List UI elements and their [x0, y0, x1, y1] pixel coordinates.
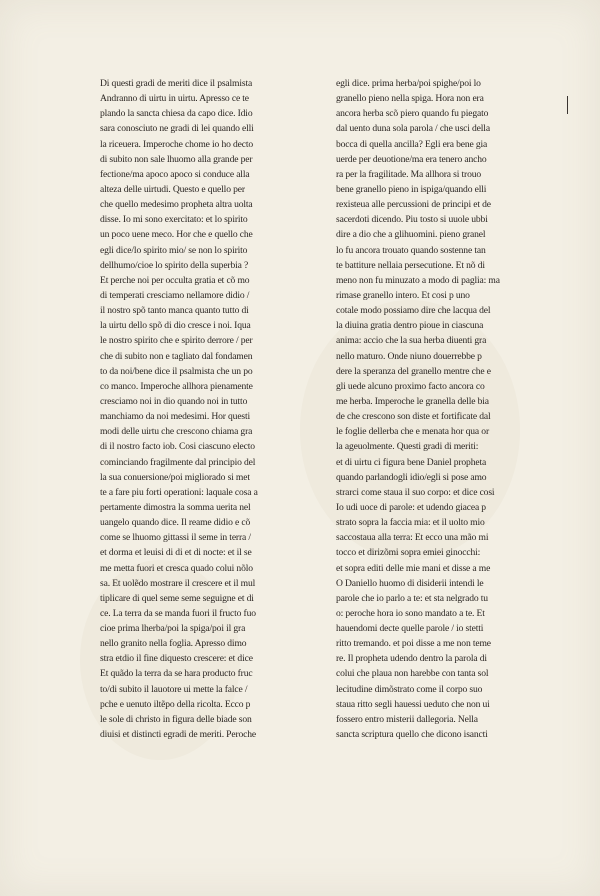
- text-line: pche e uenuto iltẽpo della ricolta. Ecco p: [100, 698, 251, 710]
- text-line: la ageuolmente. Questi gradi di meriti:: [336, 441, 479, 453]
- text-line: pertamente dimostra la somma uerita nel: [100, 501, 251, 513]
- text-line: bocca di quella ancilla? Egli era bene gia: [336, 138, 488, 150]
- text-line: che di subito non e tagliato dal fondamen: [100, 350, 253, 362]
- text-line: nello maturo. Onde niuno douerrebbe p: [336, 350, 482, 362]
- text-line: uangelo quando dice. Il reame didio e cõ: [100, 517, 251, 529]
- text-line: la riceuera. Imperoche chome io ho decto: [100, 138, 254, 150]
- text-line: disse. Io mi sono exercitato: et lo spirito: [100, 214, 248, 226]
- text-line: granello pieno nella spiga. Hora non era: [336, 93, 484, 105]
- text-line: me metta fuori et cresca quado colui nõlo: [100, 562, 253, 574]
- text-line: Io udi uoce di parole: et udendo giacea p: [336, 501, 486, 513]
- text-line: de che crescono son diste et fortificate dal: [336, 411, 491, 423]
- text-line: Andranno di uirtu in uirtu. Apresso ce te: [100, 93, 249, 105]
- text-line: et dorma et leuisi di di et di nocte: et il se: [100, 547, 252, 559]
- text-line: alteza delle uirtudi. Questo e quello per: [100, 183, 245, 195]
- text-line: le sole di christo in figura delle biade son: [100, 713, 252, 725]
- text-line: come se lhuomo gittassi il seme in terra /: [100, 532, 251, 544]
- text-line: colui che plaua non harebbe con tanta sol: [336, 668, 489, 680]
- text-line: lecitudine dimõstrato come il corpo suo: [336, 683, 483, 695]
- text-line: il nostro spõ tanto manca quanto tutto di: [100, 305, 249, 317]
- left-text-column: [100, 76, 318, 742]
- text-line: anima: accio che la sua herba diuenti gra: [336, 335, 487, 347]
- text-line: sa. Et uolẽdo mostrare il crescere et il mul: [100, 577, 256, 589]
- text-line: Et quãdo la terra da se hara producto fruc: [100, 668, 253, 680]
- text-line: dellhumo/cioe lo spirito della superbia ?: [100, 259, 249, 271]
- text-line: O Daniello huomo di disiderii intendi le: [336, 577, 484, 589]
- text-line: bene granello pieno in ispiga/quando elli: [336, 183, 487, 195]
- text-line: rexisteua alle percussioni de principi et de: [336, 199, 491, 211]
- text-line: lo fu ancora trouato quando sostenne tan: [336, 244, 486, 256]
- text-line: saccostaua alla terra: Et ecco una mão mi: [336, 532, 489, 544]
- text-line: la sua conuersione/poi migliorado si met: [100, 471, 250, 483]
- right-text-column: [336, 76, 566, 742]
- text-line: ce. La terra da se manda fuori il fructo fuo: [100, 607, 256, 619]
- text-line: nello granito nella foglia. Apresso dimo: [100, 638, 247, 650]
- text-line: fectione/ma apoco apoco si conduce alla: [100, 168, 250, 180]
- text-line: ra per la fragilitade. Ma allhora si trouo: [336, 168, 482, 180]
- text-line: dere la speranza del granello mentre che e: [336, 365, 491, 377]
- margin-mark: [567, 96, 568, 114]
- text-line: sara conosciuto ne gradi di lei quando elli: [100, 123, 254, 135]
- text-line: di il nostro facto iob. Cosi ciascuno electo: [100, 441, 255, 453]
- text-line: Di questi gradi de meriti dice il psalmista: [100, 78, 253, 89]
- text-line: tiplicare di quel seme seme seguigne et di: [100, 592, 254, 604]
- text-line: ritto tremando. et poi disse a me non teme: [336, 638, 491, 650]
- text-line: che quello medesimo propheta altra uolta: [100, 199, 253, 211]
- text-line: meno non fu minuzato a modo di paglia: ma: [336, 274, 500, 286]
- text-line: me herba. Imperoche le granella delle bia: [336, 395, 489, 407]
- text-line: co manco. Imperoche allhora pienamente: [100, 380, 253, 392]
- text-line: cioe prima lherba/poi la spiga/poi il gra: [100, 623, 246, 635]
- text-line: strato sopra la faccia mia: et il uolto mio: [336, 517, 485, 529]
- text-line: gli uede alcuno proximo facto ancora co: [336, 380, 485, 392]
- text-line: manchiamo da noi medesimi. Hor questi: [100, 411, 251, 423]
- text-line: plando la sancta chiesa da capo dice. Idio: [100, 108, 253, 120]
- text-line: egli dice. prima herba/poi spighe/poi lo: [336, 78, 481, 89]
- text-line: hauendomi decte quelle parole / io stetti: [336, 623, 484, 635]
- text-line: di subito non sale lhuomo alla grande per: [100, 153, 253, 165]
- text-line: strarci come staua il suo corpo: et dice cosi: [336, 486, 495, 498]
- text-line: sacerdoti dicendo. Piu tosto si uuole ubbi: [336, 214, 488, 226]
- text-line: la uirtu dello spõ di dio cresce i noi. Iqua: [100, 320, 251, 332]
- text-line: fossero entro misterii dallegoria. Nella: [336, 713, 478, 725]
- text-line: ancora herba scõ piero quando fu piegato: [336, 108, 489, 120]
- text-line: to da noi/bene dice il psalmista che un po: [100, 365, 253, 377]
- text-line: parole che io parlo a te: et sta nelgrado tu: [336, 592, 488, 604]
- text-line: quando parlandogli idio/egli si pose amo: [336, 471, 487, 483]
- text-line: la diuina gratia dentro pioue in ciascuna: [336, 320, 484, 332]
- text-line: to/di subito il lauotore ui mette la falce /: [100, 683, 248, 695]
- text-line: sancta scriptura quello che dicono isancti: [336, 729, 488, 741]
- text-line: uerde per deuotione/ma era tenero ancho: [336, 153, 487, 165]
- text-line: et di uirtu ci figura bene Daniel propheta: [336, 456, 487, 468]
- text-line: stra etdio il fine diquesto crescere: et dice: [100, 653, 253, 665]
- text-line: te battiture nellaia persecutione. Et nõ di: [336, 259, 485, 271]
- text-line: rimase granello intero. Et cosi p uno: [336, 289, 470, 301]
- text-line: et sopra editi delle mie mani et disse a me: [336, 562, 491, 574]
- text-line: cominciando fragilmente dal principio del: [100, 456, 256, 468]
- text-line: modi delle uirtu che crescono chiama gra: [100, 426, 253, 438]
- text-line: diuisi et distincti egradi de meriti. Peroche: [100, 729, 257, 741]
- text-line: di temperati cresciamo nellamore didio /: [100, 289, 250, 301]
- text-line: o: peroche hora io sono mandato a te. Et: [336, 607, 485, 619]
- text-line: le foglie dellerba che e menata hor qua or: [336, 426, 489, 438]
- text-line: tocco et dirizõmi sopra emiei ginocchi:: [336, 547, 481, 559]
- text-line: cotale modo possiamo dire che lacqua del: [336, 305, 491, 317]
- text-line: cresciamo noi in dio quando noi in tutto: [100, 395, 248, 407]
- text-line: dal uento duna sola parola / che usci della: [336, 123, 490, 135]
- text-line: un poco uene meco. Hor che e quello che: [100, 229, 253, 241]
- text-line: Et perche noi per occulta gratia et cõ mo: [100, 274, 250, 286]
- text-line: te a fare piu forti operationi: laquale cosa a: [100, 486, 258, 498]
- text-line: egli dice/lo spirito mio/ se non lo spirito: [100, 244, 248, 256]
- text-line: staua ritto segli hauessi ueduto che non ui: [336, 698, 490, 710]
- text-line: le nostro spirito che e spirito derrore / per: [100, 335, 253, 347]
- text-line: dire a dio che a glihuomini. pieno granel: [336, 229, 486, 241]
- text-line: re. Il propheta udendo dentro la parola di: [336, 653, 487, 665]
